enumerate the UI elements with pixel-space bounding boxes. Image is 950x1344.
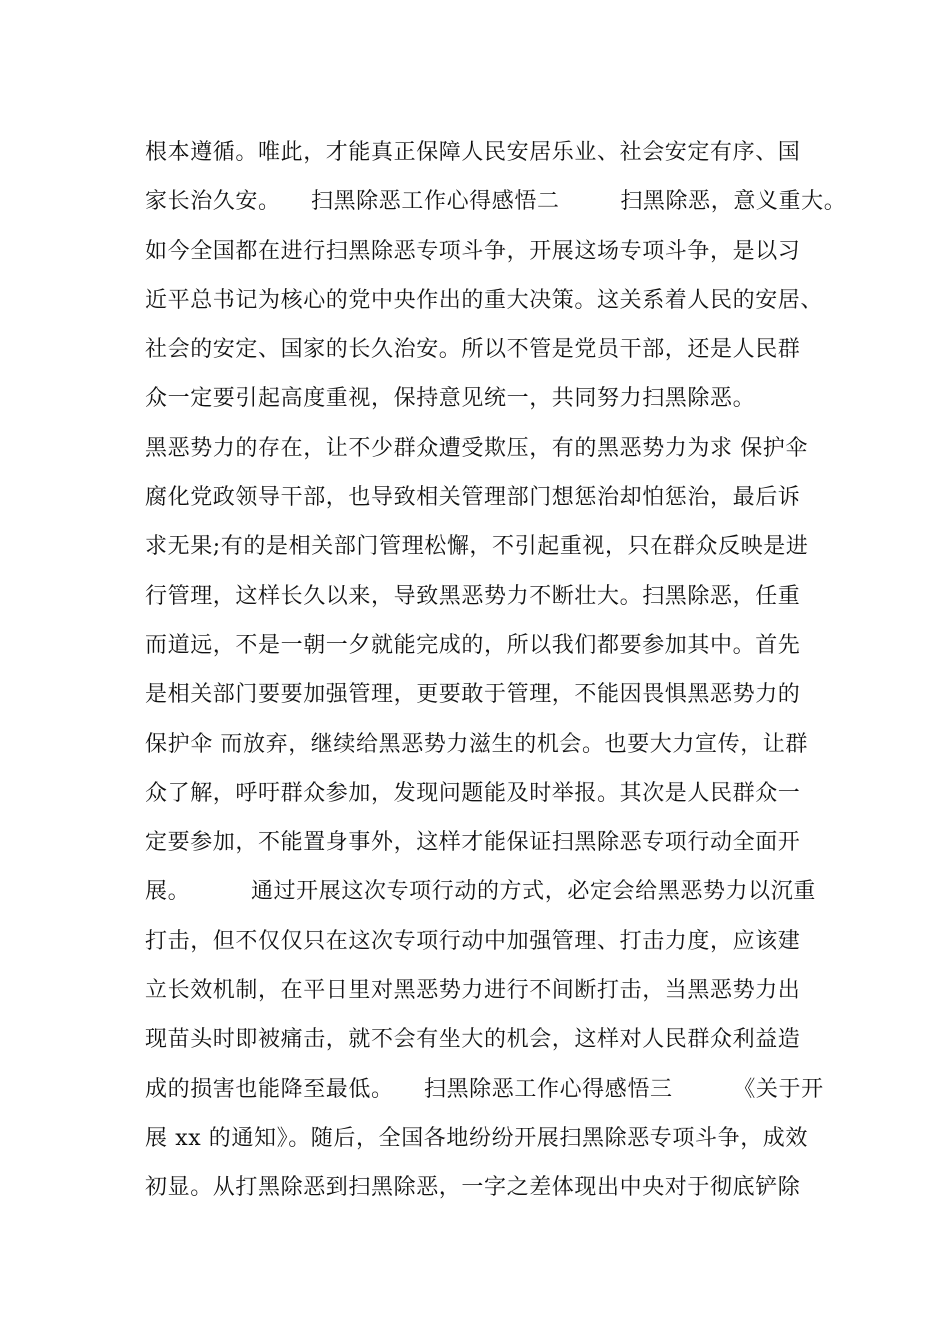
text-line: 腐化党政领导干部，也导致相关管理部门想惩治却怕惩治，最后诉 bbox=[145, 485, 801, 511]
text-line: 求无果;有的是相关部门管理松懈，不引起重视，只在群众反映是进 bbox=[145, 534, 809, 560]
text-line: 现苗头时即被痛击，就不会有坐大的机会，这样对人民群众利益造 bbox=[145, 1027, 801, 1053]
text-line: 初显。从打黑除恶到扫黑除恶，一字之差体现出中央对于彻底铲除 bbox=[145, 1175, 801, 1201]
text-line: 保护伞 而放弃，继续给黑恶势力滋生的机会。也要大力宣传，让群 bbox=[145, 731, 808, 757]
text-line: 立长效机制，在平日里对黑恶势力进行不间断打击，当黑恶势力出 bbox=[145, 978, 801, 1004]
text-line: 成的损害也能降至最低。 扫黑除恶工作心得感悟三 《关于开 bbox=[145, 1076, 824, 1102]
body-text bbox=[145, 128, 847, 1213]
text-line: 黑恶势力的存在，让不少群众遭受欺压，有的黑恶势力为求 保护伞 bbox=[145, 435, 808, 461]
text-line: 展。 通过开展这次专项行动的方式，必定会给黑恶势力以沉重 bbox=[145, 879, 816, 905]
text-line: 众了解，呼吁群众参加，发现问题能及时举报。其次是人民群众一 bbox=[145, 780, 801, 806]
text-line: 而道远，不是一朝一夕就能完成的，所以我们都要参加其中。首先 bbox=[145, 632, 801, 658]
text-line: 根本遵循。唯此，才能真正保障人民安居乐业、社会安定有序、国 bbox=[145, 140, 801, 165]
text-line: 展 xx 的通知》。随后，全国各地纷纷开展扫黑除恶专项斗争，成效 bbox=[145, 1125, 809, 1151]
text-line: 众一定要引起高度重视，保持意见统一，共同努力扫黑除恶。 bbox=[145, 386, 756, 412]
text-line: 行管理，这样长久以来，导致黑恶势力不断壮大。扫黑除恶，任重 bbox=[145, 583, 801, 609]
text-line: 定要参加，不能置身事外，这样才能保证扫黑除恶专项行动全面开 bbox=[145, 830, 801, 856]
text-line: 家长治久安。 扫黑除恶工作心得感悟二 扫黑除恶，意义重大。 bbox=[145, 189, 847, 215]
text-line: 如今全国都在进行扫黑除恶专项斗争，开展这场专项斗争，是以习 bbox=[145, 238, 801, 264]
text-line: 是相关部门要要加强管理，更要敢于管理，不能因畏惧黑恶势力的 bbox=[145, 682, 801, 708]
text-line: 近平总书记为核心的党中央作出的重大决策。这关系着人民的安居、 bbox=[145, 287, 824, 313]
text-line: 社会的安定、国家的长久治安。所以不管是党员干部，还是人民群 bbox=[145, 337, 801, 363]
text-line: 打击，但不仅仅只在这次专项行动中加强管理、打击力度，应该建 bbox=[145, 928, 801, 954]
